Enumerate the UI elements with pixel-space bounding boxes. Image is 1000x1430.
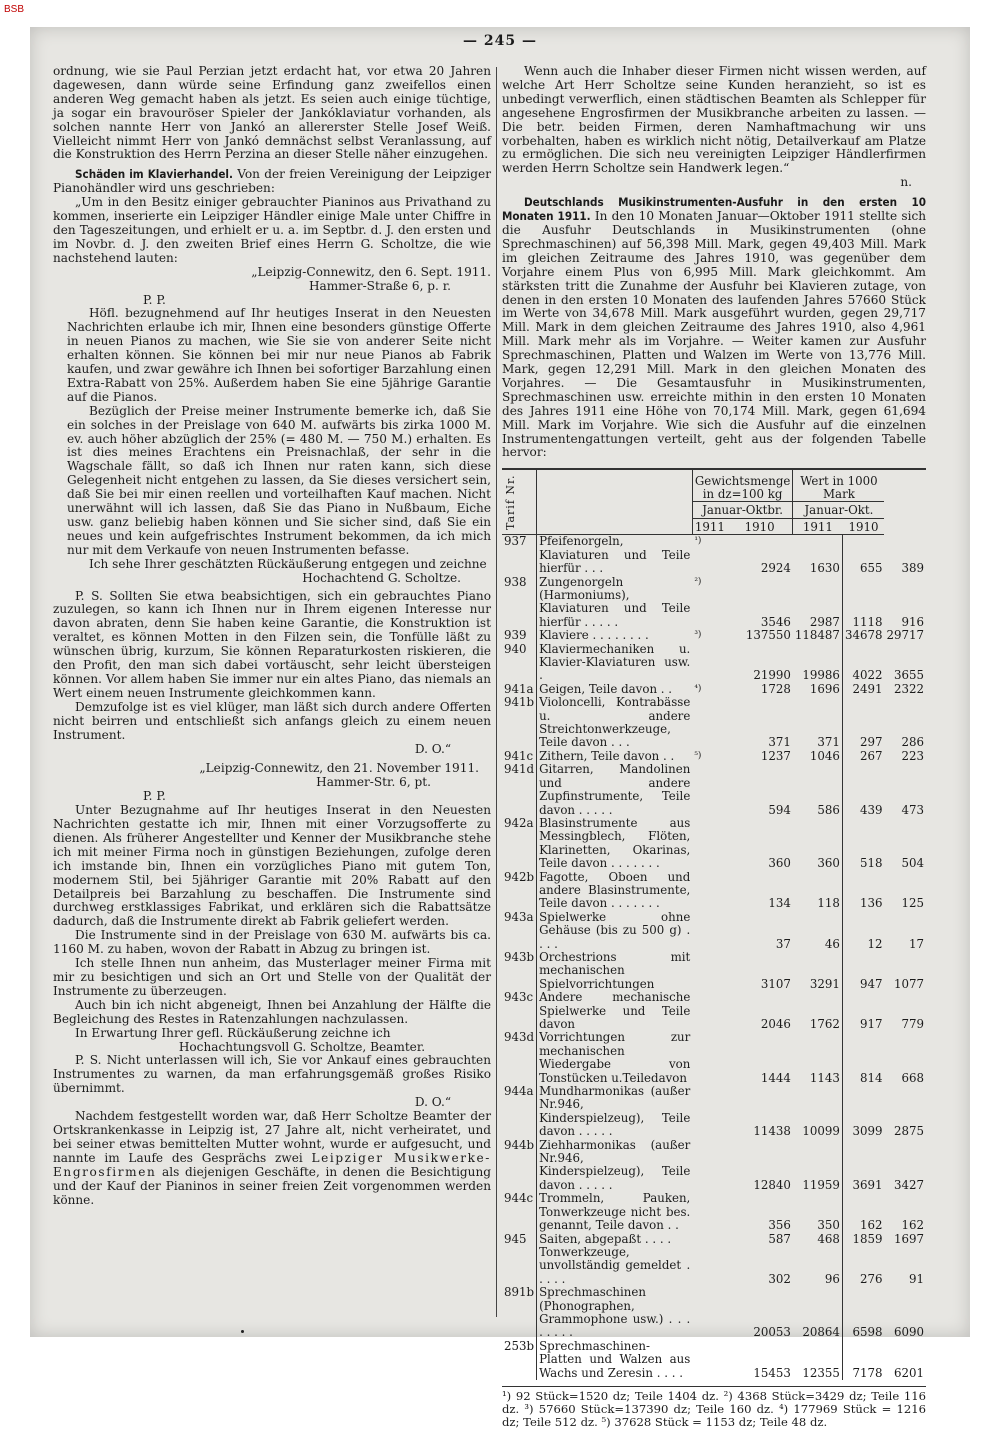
footnote-ref: ⁵): [694, 750, 702, 761]
value-1911: 3099: [852, 1124, 883, 1139]
item-description: Gitarren, Mandolinen und andere Zupfinstrumente, Teile davon . . . . .: [539, 762, 691, 817]
article-intro: [502, 196, 926, 460]
table-row: [502, 1233, 926, 1246]
item-description: Zithern, Teile davon . .: [539, 748, 675, 763]
value-1911: 947: [859, 976, 883, 991]
weight-1910: 1046: [793, 750, 843, 763]
value-1910: 223: [901, 748, 924, 763]
tarif-number: 941d: [502, 763, 537, 817]
left-column: [53, 65, 491, 1207]
weight-1911: 594: [768, 802, 791, 817]
weight-1911: 356: [768, 1218, 791, 1233]
weight-1911: 1444: [760, 1070, 791, 1085]
tarif-number: 943c: [502, 991, 537, 1031]
weight-1911: 137550: [745, 628, 791, 643]
weight-1911: 1728: [760, 681, 791, 696]
tarif-number: 945: [502, 1233, 537, 1246]
period-value: Januar-Okt.: [793, 502, 885, 519]
footnote-ref: ¹): [694, 536, 702, 547]
item-description: Pfeifenorgeln, Klaviaturen und Teile hierfür . . .: [539, 534, 691, 576]
value-1910: 2875: [893, 1124, 924, 1139]
export-table: [502, 468, 926, 1380]
tarif-number: 939: [502, 629, 537, 642]
item-description: Orchestrions mit mechanischen Spielvorrichtungen: [539, 949, 691, 991]
letter-signature: Hochachtend G. Scholtze.: [302, 570, 461, 585]
item-description: Geigen, Teile davon . .: [539, 681, 673, 696]
footnote-ref: [692, 643, 727, 683]
article-intro: [53, 168, 491, 196]
print-speck: [241, 1330, 244, 1333]
footnote-ref: [692, 1233, 727, 1246]
weight-1910: 468: [793, 1233, 843, 1246]
table-row: [502, 1246, 926, 1286]
weight-1910: 350: [793, 1192, 843, 1232]
weight-1910: 20864: [793, 1286, 843, 1340]
spaced-text: Leipziger Musikwerke-Engrosfirmen: [53, 1150, 491, 1179]
paragraph: „Um in den Besitz einiger gebrauchter Pianinos aus Privathand zu kommen, inserierte ein Leipziger Händler einige Male unter Chiffre in den Tageszeitungen, und erhielt er u. a. im Septbr. d. J. den ersten und im Novbr. d. J. den zweiten Brief eines Herrn G. Scholtze, die wie nachstehend lauten:: [53, 195, 491, 265]
footnote-ref: ²): [694, 576, 702, 587]
footnote-ref: [692, 951, 727, 991]
value-1910: 504: [901, 856, 924, 871]
year-header: 1911: [793, 518, 843, 535]
weight-1910: 1762: [793, 991, 843, 1031]
tarif-number: 938: [502, 576, 537, 630]
weight-1910: 1143: [793, 1031, 843, 1085]
col-weight-header: Gewichtsmenge in dz=100 kg: [692, 469, 793, 501]
table-row: [502, 643, 926, 683]
value-1910: 6090: [893, 1325, 924, 1340]
tarif-number: 944b: [502, 1139, 537, 1193]
weight-1910: 118: [793, 871, 843, 911]
tarif-number: 941a: [502, 683, 537, 696]
footnote-ref: [692, 1139, 727, 1193]
tarif-number: 944c: [502, 1192, 537, 1232]
letter-date: „Leipzig-Connewitz, den 21. November 1911.: [199, 761, 479, 776]
weight-1911: 134: [768, 896, 791, 911]
value-1910: 1077: [893, 976, 924, 991]
weight-1910: 2987: [793, 576, 843, 630]
footnote-ref: [692, 911, 727, 951]
item-description: Blasinstrumente aus Messingblech, Flöten, Klarinetten, Okarinas, Teile davon . . . . . . .: [539, 815, 691, 871]
weight-1911: 2046: [760, 1017, 791, 1031]
weight-1910: 360: [793, 817, 843, 871]
item-description: Andere mechanische Spielwerke und Teile davon: [539, 990, 691, 1031]
table-row: [502, 576, 926, 630]
paragraph: P. S. Sollten Sie etwa beabsichtigen, sich ein gebrauchtes Piano zuzulegen, so kann ich Ihnen nur in Ihrem eigenen Interesse nur davon abraten, denn Sie haben keine Garantie, die Konstruktion ist veraltet, es können Motten in den Filzen sein, die Tonfülle läßt zu wünschen übrig, kurzum, Sie können Reparaturkosten riskieren, die den Profit, den man sich dabei vortäuscht, sehr leicht übersteigen können. Vor allem haben Sie immer nur ein altes Piano, das niemals an Wert einem neuen Instrumente gleichkommen kann.: [53, 588, 491, 700]
value-1911: 439: [859, 802, 883, 817]
weight-1911: 2924: [760, 561, 791, 576]
table-row: [502, 535, 926, 576]
letter-salutation: P. P.: [143, 789, 166, 804]
weight-1910: 1696: [793, 683, 843, 696]
value-1910: 29717: [886, 628, 924, 643]
value-1910: 389: [901, 561, 924, 576]
paragraph: Höfl. bezugnehmend auf Ihr heutiges Inserat in den Neuesten Nachrichten erlaube ich mir, Ihnen eine besonders günstige Offerte in neuen Pianos zu machen, wie Sie sie von anderer Seite nicht erhalten können. Sie können bei mir nur neue Pianos ab Fabrik kaufen, und zwar gewähre ich Ihnen bei sofortiger Barzahlung einen Extra-Rabatt von 25%. Außerdem haben Sie eine 5jährige Garantie auf die Pianos.: [67, 306, 491, 404]
article-lead: Von der freien Vereinigung der Leipziger Pianohändler wird uns geschrieben:: [53, 167, 491, 196]
value-1910: 162: [901, 1218, 924, 1233]
value-1911: 655: [859, 561, 883, 576]
paragraph: Auch bin ich nicht abgeneigt, Ihnen bei Anzahlung der Hälfte die Begleichung des Restes in Ratenzahlungen nachzulassen.: [53, 997, 491, 1026]
footnote-ref: [692, 1286, 727, 1340]
weight-1911: 371: [768, 735, 791, 750]
value-1911: 3691: [852, 1177, 883, 1192]
weight-1911: 15453: [753, 1365, 791, 1380]
paragraph: P. S. Nicht unterlassen will ich, Sie vor Ankauf eines gebrauchten Instrumentes zu warnen, da man erfahrungsgemäß großes Risiko übernimmt.: [53, 1053, 491, 1096]
value-1910: 125: [901, 896, 924, 911]
letter-initials: D. O.“: [414, 741, 451, 756]
paragraph: In Erwartung Ihrer gefl. Rückäußerung zeichne ich: [75, 1025, 391, 1040]
table-row: [502, 1286, 926, 1340]
footnote-ref: [692, 817, 727, 871]
table-row: [502, 629, 926, 642]
weight-1910: 10099: [793, 1085, 843, 1139]
table-row: [502, 911, 926, 951]
paragraph: Unter Bezugnahme auf Ihr heutiges Inserat in den Neuesten Nachrichten gestatte ich mir, Ihnen mit einer Vorzugsofferte zu dienen. Als früherer Angestellter und Kenner der Musikbranche stehe ich mit meiner Firma noch in günstigen Beziehungen, zufolge deren ich imstande bin, Ihnen ein vorzügliches Piano mit gutem Ton, modernem Stil, bei 5jähriger Garantie mit 20% Rabatt auf den Detailpreis bei Barzahlung zu beschaffen. Die Instrumente sind durchweg erstklassiges Fabrikat, und erklären sich die Rabattsätze dadurch, daß die Instrumente direkt ab Fabrik geliefert werden.: [53, 803, 491, 929]
weight-1911: 21990: [753, 668, 791, 683]
item-description: Violoncelli, Kontrabässe u. andere Streichtonwerkzeuge, Teile davon . . .: [539, 695, 691, 750]
item-description: Trommeln, Pauken, Tonwerkzeuge nicht bes. genannt, Teile davon . .: [539, 1191, 691, 1233]
table-row: [502, 750, 926, 763]
value-1910: 6201: [893, 1365, 924, 1380]
weight-1910: 3291: [793, 951, 843, 991]
value-1911: 7178: [852, 1365, 883, 1380]
table-row: [502, 991, 926, 1031]
paragraph: Demzufolge ist es viel klüger, man läßt sich durch andere Offerten nicht beirren und entschließt sich anfangs gleich zu einem neuen Instrument.: [53, 699, 491, 742]
item-description: Tonwerkzeuge, unvollständig gemeldet . . . . .: [539, 1244, 691, 1286]
weight-1910: 1630: [793, 535, 843, 576]
page-number: — 245 —: [463, 33, 537, 49]
tarif-number: 891b: [502, 1286, 537, 1340]
weight-1911: 587: [768, 1231, 791, 1246]
weight-1910: 371: [793, 696, 843, 750]
right-column: [502, 65, 926, 1430]
paragraph: ordnung, wie sie Paul Perzian jetzt erdacht hat, vor etwa 20 Jahren dagewesen, dann würde seine Erfindung ganz zweifellos einen anderen Weg gemacht haben als jetzt. Es seien auch einige tüchtige, ja sogar ein bravouröser Spieler der Jankóklaviatur vorhanden, als solchen nannte Herr von Jankó an allererster Stelle Josef Weiß. Vielleicht nimmt Herr von Jankó demnächst selbst Veranlassung, auf die Konstruktion des Herrn Perzina an dieser Stelle näher einzugehen.: [53, 64, 491, 162]
item-description: Klaviermechaniken u. Klavier-Klaviaturen usw. .: [539, 641, 691, 683]
period-weight: Januar-Oktbr.: [692, 502, 793, 519]
tarif-label: Tarif Nr.: [504, 474, 517, 531]
table-row: [502, 1085, 926, 1139]
weight-1911: 11438: [753, 1124, 791, 1139]
col-value-header: Wert in 1000 Mark: [793, 469, 885, 501]
letter-address: Hammer-Straße 6, p. r.: [308, 278, 451, 293]
footnote-ref: [692, 991, 727, 1031]
letter-signature: Hochachtungsvoll G. Scholtze, Beamter.: [178, 1039, 426, 1054]
paragraph: Wenn auch die Inhaber dieser Firmen nicht wissen werden, auf welche Art Herr Scholtze seine Kunden heranzieht, so ist es unbedingt verwerflich, einen städtischen Beamten als Schlepper für angesehene Engrosfirmen der Musikbranche arbeiten zu lassen. — Die betr. beiden Firmen, deren Namhaftmachung wir uns vorbehalten, haben es wirklich nicht nötig, Detailverkauf am Platze zu ermöglichen. Die sich neu vereinigten Leipziger Händlerfirmen werden Herrn Scholtze sein Handwerk legen.“: [502, 64, 926, 176]
paragraph: Ich stelle Ihnen nun anheim, das Musterlager meiner Firma mit mir zu besichtigen und sich an Ort und Stelle von der Qualität der Instrumente zu überzeugen.: [53, 956, 491, 998]
weight-1910: 19986: [793, 643, 843, 683]
weight-1911: 37: [775, 936, 791, 951]
weight-1911: 1237: [760, 748, 791, 763]
value-1911: 12: [867, 936, 883, 951]
footnote-ref: [692, 1246, 727, 1286]
value-1910: 17: [908, 936, 924, 951]
weight-1911: 3546: [760, 614, 791, 629]
weight-1910: 586: [793, 763, 843, 817]
item-description: Spielwerke ohne Gehäuse (bis zu 500 g) . . . .: [539, 909, 691, 951]
table-body: [502, 535, 926, 1380]
year-header: 1911: [692, 518, 727, 535]
value-1911: 1859: [852, 1231, 883, 1246]
weight-1910: 118487: [793, 629, 843, 642]
item-description: Saiten, abgepaßt . . . .: [539, 1231, 672, 1246]
tarif-number: 937: [502, 535, 537, 576]
value-1910: 916: [901, 614, 924, 629]
article-heading: Deutschlands Musikinstrumenten-Ausfuhr in den ersten 10 Monaten 1911.: [502, 195, 926, 224]
value-1911: 814: [859, 1070, 883, 1085]
footnote-ref: [692, 696, 727, 750]
article-lead: In den 10 Monaten Januar—Oktober 1911 stellte sich die Ausfuhr Deutschlands in Musikinstrumenten (ohne Sprechmaschinen) auf 56,398 Mill. Mark, gegen 49,403 Mill. Mark im gleichen Zeitraume des Jahres 1910, was gegenüber dem Vorjahre einem Plus von 6,995 Mill. Mark gleichkommt. Am stärksten tritt die Zunahme der Ausfuhr bei Klavieren zutage, von denen in den ersten 10 Monaten des laufenden Jahres 57660 Stück im Werte von 34,678 Mill. Mark ausgeführt wurden, gegen 29,717 Mill. Mark in dem gleichen Zeitraume des Jahres 1910, also 4,961 Mill. Mark mehr als im Vorjahre. — Weiter kamen zur Ausfuhr Sprechmaschinen, Platten und Walzen im Werte von 13,776 Mill. Mark, gegen 12,291 Mill. Mark in den gleichen Monaten des Vorjahres. — Die Gesamtausfuhr in Musikinstrumenten, Sprechmaschinen usw. erreichte mithin in den ersten 10 Monaten des Jahres 1911 eine Höhe von 70,174 Mill. Mark, gegen 61,694 Mill. Mark im Vorjahre. Wie sich die Ausfuhr auf die einzelnen Instrumentengattungen verteilt, geht aus der folgenden Tabelle hervor:: [502, 209, 927, 460]
footnote-ref: ³): [694, 630, 702, 641]
value-1911: 518: [859, 856, 883, 871]
item-description: Klaviere . . . . . . . .: [539, 628, 649, 643]
value-1910: 3655: [893, 668, 924, 683]
weight-1911: 302: [768, 1271, 791, 1286]
footnote-ref: [692, 1192, 727, 1232]
item-description: Vorrichtungen zur mechanischen Wiedergabe von Tonstücken u.Teiledavon: [539, 1030, 691, 1085]
column-divider: [496, 67, 497, 1317]
footnote-ref: [692, 1340, 727, 1380]
value-1911: 34678: [844, 628, 883, 643]
author-sign: n.: [900, 175, 912, 190]
weight-1910: 96: [793, 1246, 843, 1286]
value-1910: 1697: [893, 1231, 924, 1246]
paragraph: Bezüglich der Preise meiner Instrumente bemerke ich, daß Sie ein solches in der Preislage von 640 M. aufwärts bis zirka 1000 M. ev. auch höher abzüglich der 25% (= 480 M. — 750 M.) erhalten. Es ist dies meines Erachtens ein Preisnachlaß, der sehr in die Wagschale fällt, so daß ich Ihnen nur raten kann, sich diese Gelegenheit nicht entgehen zu lassen, da Sie dieses versichert sein, daß Sie bei mir einen reellen und vorteilhaften Kauf machen. Nicht unerwähnt will ich lassen, daß Sie das Piano in Nußbaum, Eiche usw. ganz beliebig haben können und Sie sicher sind, daß Sie ein neues und kein aufgefrischtes Instrument bekommen, da ich mich nur mit dem Verkaufe von neuen Instrumenten befasse.: [67, 403, 491, 557]
value-1910: 473: [901, 802, 924, 817]
value-1911: 136: [859, 896, 883, 911]
tarif-number: 941b: [502, 696, 537, 750]
value-1911: 162: [859, 1218, 883, 1233]
letter-date: „Leipzig-Connewitz, den 6. Sept. 1911.: [251, 264, 491, 279]
value-1911: 6598: [852, 1325, 883, 1340]
value-1910: 2322: [893, 681, 924, 696]
table-row: [502, 871, 926, 911]
value-1910: 3427: [893, 1177, 924, 1192]
tarif-number: 940: [502, 643, 537, 683]
value-1911: 267: [859, 748, 883, 763]
tarif-number: 253b: [502, 1340, 537, 1380]
text-run: Nachdem festgestellt worden war, daß Herr Scholtze Beamter der Ortskrankenkasse in Leipzig ist, 27 Jahre alt, nicht verheiratet, und bei seiner etwas bemittelten Mutter wohnt, wurde er aufgesucht, und nannte im Laufe des Gesprächs zwei: [53, 1109, 491, 1165]
table-row: [502, 683, 926, 696]
item-description: Fagotte, Oboen und andere Blasinstrumente, Teile davon . . . . . . .: [539, 869, 691, 911]
tarif-number: 942a: [502, 817, 537, 871]
table-row: [502, 1192, 926, 1232]
library-stamp: BSB: [4, 4, 25, 15]
tarif-number: 941c: [502, 750, 537, 763]
paragraph: Ich sehe Ihrer geschätzten Rückäußerung entgegen und zeichne: [89, 556, 487, 571]
value-1911: 297: [859, 735, 883, 750]
table-row: [502, 1031, 926, 1085]
tarif-number: 943a: [502, 911, 537, 951]
table-row: [502, 1139, 926, 1193]
scanned-page: [30, 27, 970, 1430]
table-row: [502, 763, 926, 817]
value-1910: 286: [901, 735, 924, 750]
weight-1911: 3107: [760, 976, 791, 991]
letter-salutation: P. P.: [143, 292, 166, 307]
weight-1911: 12840: [753, 1177, 791, 1192]
value-1911: 1118: [852, 614, 883, 629]
year-header: 1910: [842, 518, 884, 535]
article-heading: Schäden im Klavierhandel.: [75, 167, 233, 182]
weight-1911: 20053: [753, 1325, 791, 1340]
value-1911: 917: [859, 1017, 883, 1031]
footnote-ref: [692, 1085, 727, 1139]
col-tarif-header: [502, 469, 537, 535]
weight-1910: 46: [793, 911, 843, 951]
tarif-number: 944a: [502, 1085, 537, 1139]
weight-1911: 360: [768, 856, 791, 871]
letter-address: Hammer-Str. 6, pt.: [316, 775, 431, 790]
item-description: Sprechmaschinen (Phonographen, Grammophone usw.) . . . . . . . .: [539, 1285, 691, 1340]
item-description: Zungenorgeln (Harmoniums), Klaviaturen und Teile hierfür . . . . .: [539, 574, 691, 629]
year-header: 1910: [727, 518, 793, 535]
table-footnote: ¹) 92 Stück=1520 dz; Teile 1404 dz. ²) 4368 Stück=3429 dz; Teile 116 dz. ³) 57660 Stück=137390 dz; Teile 160 dz. ⁴) 177969 Stück = 1216 dz; Teile 512 dz. ⁵) 37628 Stück = 1153 dz; Teile 48 dz.: [502, 1386, 926, 1430]
value-1911: 2491: [852, 681, 883, 696]
tarif-number: 943b: [502, 951, 537, 991]
table-row: [502, 817, 926, 871]
table-row: [502, 951, 926, 991]
table-row: [502, 696, 926, 750]
weight-1910: 12355: [793, 1340, 843, 1380]
col-desc-header: [537, 469, 693, 535]
item-description: Sprechmaschinen-Platten und Walzen aus Wachs und Zeresin . . . .: [539, 1338, 691, 1380]
footnote-ref: [692, 871, 727, 911]
tarif-number: [502, 1246, 537, 1286]
value-1910: 91: [908, 1271, 924, 1286]
paragraph: [53, 1110, 491, 1207]
item-description: Mundharmonikas (außer Nr.946, Kinderspielzeug), Teile davon . . . . .: [539, 1084, 691, 1139]
tarif-number: 942b: [502, 871, 537, 911]
text-run: als diejenigen Geschäfte, in denen die Besichtigung und der Kauf der Pianinos in seiner freien Zeit vorgenommen werden könne.: [53, 1164, 491, 1207]
weight-1910: 11959: [793, 1139, 843, 1193]
value-1910: 668: [901, 1070, 924, 1085]
value-1911: 276: [859, 1271, 883, 1286]
item-description: Ziehharmonikas (außer Nr.946, Kinderspielzeug), Teile davon . . . . .: [539, 1137, 691, 1192]
footnote-ref: [692, 1031, 727, 1085]
letter-initials: D. O.“: [414, 1095, 451, 1110]
footnote-ref: ⁴): [694, 683, 702, 694]
paragraph: Die Instrumente sind in der Preislage von 630 M. aufwärts bis ca. 1160 M. zu haben, wovon der Rabatt in Abzug zu bringen ist.: [53, 928, 491, 957]
value-1910: 779: [901, 1017, 924, 1031]
table-row: [502, 1340, 926, 1380]
value-1911: 4022: [852, 668, 883, 683]
tarif-number: 943d: [502, 1031, 537, 1085]
footnote-ref: [692, 763, 727, 817]
